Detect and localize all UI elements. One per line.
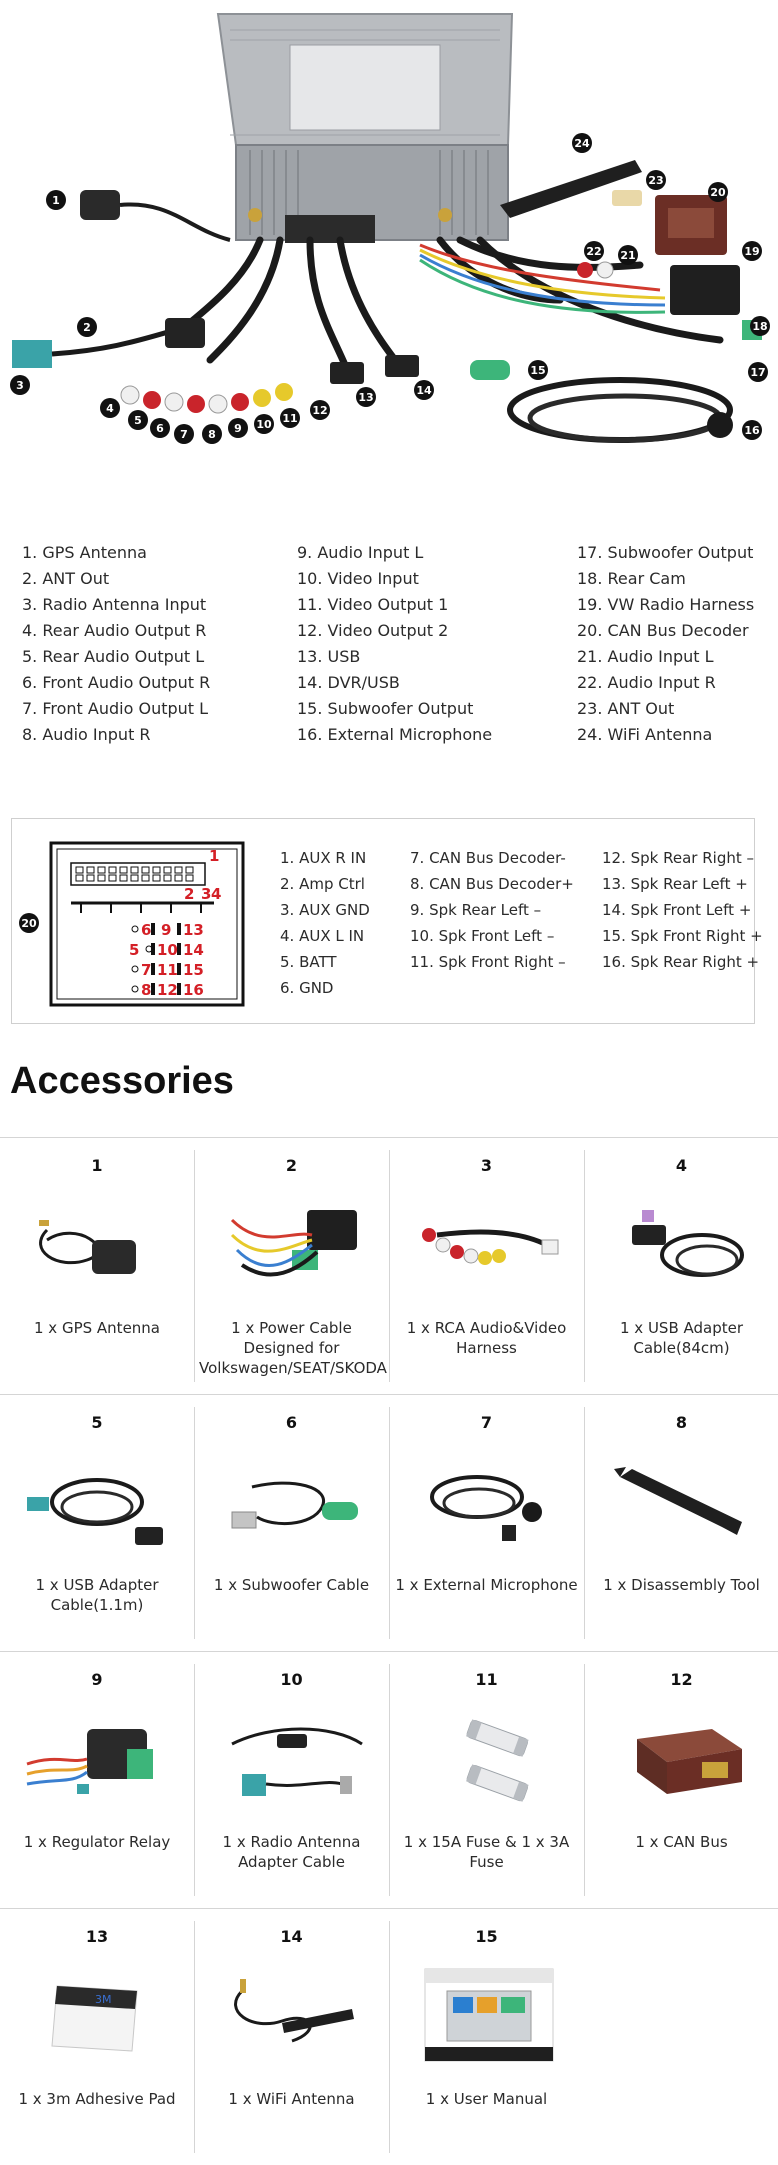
head-unit-illustration [0,0,778,510]
pin-label: 8 [141,981,152,999]
pin-label: 2 [184,885,195,903]
accessory-card [389,1664,583,1896]
pin-item: 7. CAN Bus Decoder- [410,849,566,867]
accessory-number: 15 [475,1927,498,1946]
callout-5: 5 [128,410,148,430]
accessories-row [0,1394,778,1651]
disassembly-tool-icon [602,1447,762,1557]
adhesive-pad-icon [17,1961,177,2071]
legend-item: 17. Subwoofer Output [577,543,754,562]
accessory-caption: 1 x Disassembly Tool [603,1576,760,1594]
accessory-number: 4 [675,1156,688,1175]
legend-item: 9. Audio Input L [297,543,424,562]
callout-15: 15 [528,360,548,380]
accessory-card [0,1664,194,1896]
legend-column-2 [297,540,492,748]
pin-item: 14. Spk Front Left + [602,901,752,919]
can-bus-icon [602,1704,762,1814]
callout-12: 12 [310,400,330,420]
pin-label: 12 [157,981,178,999]
accessory-caption: 1 x External Microphone [395,1576,578,1594]
legend-item: 23. ANT Out [577,699,675,718]
pin-item: 8. CAN Bus Decoder+ [410,875,574,893]
callout-17: 17 [748,362,768,382]
legend-item: 24. WiFi Antenna [577,725,713,744]
legend-item: 8. Audio Input R [22,725,151,744]
svg-text:3M: 3M [95,1993,112,2006]
connector-legend [0,540,778,760]
accessory-card [0,1921,194,2153]
accessory-card [0,1150,194,1382]
callout-13: 13 [356,387,376,407]
legend-item: 4. Rear Audio Output R [22,621,207,640]
pin-label: 10 [157,941,178,959]
legend-item: 1. GPS Antenna [22,543,147,562]
accessory-number: 9 [91,1670,103,1689]
legend-item: 7. Front Audio Output L [22,699,209,718]
legend-item: 22. Audio Input R [577,673,716,692]
microphone-icon [407,1447,567,1557]
callout-4: 4 [100,398,120,418]
pin-item: 16. Spk Rear Right + [602,953,760,971]
subwoofer-cable-icon [212,1447,372,1557]
wifi-antenna-icon [212,1961,372,2071]
accessory-number: 11 [475,1670,498,1689]
callout-9: 9 [228,418,248,438]
pin-label: 14 [183,941,204,959]
pinout-panel [11,818,763,1024]
callout-14: 14 [414,380,434,400]
accessory-card [194,1664,388,1896]
accessory-number: 5 [91,1413,103,1432]
pin-label: 7 [141,961,152,979]
pin-label: 11 [157,961,178,979]
accessory-caption: 1 x USB Adapter Cable(1.1m) [35,1576,159,1614]
accessories-row [0,1908,778,2165]
pin-label: 15 [183,961,204,979]
callout-16: 16 [742,420,762,440]
callout-1: 1 [46,190,66,210]
accessories-grid [0,1137,778,2165]
accessories-row [0,1137,778,1394]
pin-item: 13. Spk Rear Left + [602,875,748,893]
accessory-number: 8 [675,1413,688,1432]
product-diagram [0,0,778,510]
pin-item: 15. Spk Front Right + [602,927,763,945]
accessory-number: 14 [280,1927,303,1946]
accessory-caption: 1 x Radio Antenna Adapter Cable [222,1833,361,1871]
callout-2: 2 [77,317,97,337]
pin-item: 3. AUX GND [280,901,370,919]
pin-label: 9 [161,921,172,939]
callout-20: 20 [708,182,728,202]
accessory-caption: 1 x RCA Audio&Video Harness [406,1319,567,1357]
legend-column-3 [577,540,754,748]
pin-item: 10. Spk Front Left – [410,927,555,945]
accessory-caption: 1 x 3m Adhesive Pad [18,2090,176,2108]
pin-label: 1 [209,847,220,865]
gps-antenna-icon [17,1190,177,1300]
legend-item: 3. Radio Antenna Input [22,595,207,614]
connector-diagram [49,841,249,1011]
power-cable-icon [212,1190,372,1300]
accessory-number: 3 [480,1156,493,1175]
accessory-caption: 1 x Power Cable Designed for Volkswagen/SEAT/SKODA [199,1319,387,1377]
callout-3: 3 [10,375,30,395]
accessory-number: 1 [91,1156,103,1175]
legend-item: 18. Rear Cam [577,569,686,588]
legend-item: 11. Video Output 1 [297,595,449,614]
antenna-adapter-icon [212,1704,372,1814]
callout-8: 8 [202,424,222,444]
callout-22: 22 [584,241,604,261]
legend-item: 5. Rear Audio Output L [22,647,205,666]
accessories-heading: Accessories [10,1060,234,1102]
pin-item: 1. AUX R IN [280,849,367,867]
accessory-card [0,1407,194,1639]
accessory-number: 6 [285,1413,298,1432]
rca-harness-icon [407,1190,567,1300]
accessory-caption: 1 x Regulator Relay [23,1833,171,1851]
legend-item: 20. CAN Bus Decoder [577,621,749,640]
pin-item: 4. AUX L IN [280,927,365,945]
legend-item: 6. Front Audio Output R [22,673,211,692]
callout-6: 6 [150,418,170,438]
callout-10: 10 [254,414,274,434]
legend-item: 16. External Microphone [297,725,493,744]
pin-label: 16 [183,981,204,999]
pinout-column-2 [410,845,574,975]
accessory-card [584,1664,778,1896]
callout-21: 21 [618,245,638,265]
callout-23: 23 [646,170,666,190]
accessory-caption: 1 x GPS Antenna [34,1319,160,1337]
accessory-card [194,1150,388,1382]
accessory-card [194,1407,388,1639]
accessory-card [584,1150,778,1382]
accessory-caption: 1 x 15A Fuse & 1 x 3A Fuse [403,1833,570,1871]
accessory-card [389,1407,583,1639]
accessory-card [584,1407,778,1639]
pin-label: 3 [201,885,212,903]
accessory-card [389,1921,583,2153]
callout-24: 24 [572,133,592,153]
pinout-badge: 20 [19,913,39,933]
accessory-number: 13 [85,1927,109,1946]
accessory-caption: 1 x Subwoofer Cable [213,1576,370,1594]
accessory-caption: 1 x USB Adapter Cable(84cm) [619,1319,744,1357]
usb-cable-long-icon [17,1447,177,1557]
pin-label: 6 [141,921,152,939]
accessory-card [389,1150,583,1382]
legend-item: 21. Audio Input L [577,647,714,666]
pin-item: 5. BATT [280,953,337,971]
fuses-icon [407,1704,567,1814]
pin-label: 4 [211,885,222,903]
legend-item: 10. Video Input [297,569,419,588]
user-manual-icon [407,1961,567,2071]
usb-cable-icon [602,1190,762,1300]
pin-item: 12. Spk Rear Right – [602,849,754,867]
callout-19: 19 [742,241,762,261]
accessory-caption: 1 x WiFi Antenna [228,2090,355,2108]
pin-item: 9. Spk Rear Left – [410,901,542,919]
pin-label: 13 [183,921,204,939]
legend-item: 15. Subwoofer Output [297,699,474,718]
accessory-number: 2 [285,1156,298,1175]
pin-item: 6. GND [280,979,334,997]
legend-item: 13. USB [297,647,361,666]
callout-7: 7 [174,424,194,444]
accessory-caption: 1 x User Manual [425,2090,548,2108]
legend-column-1 [22,540,210,748]
accessory-card [194,1921,388,2153]
pinout-column-1 [280,845,370,1001]
pin-item: 2. Amp Ctrl [280,875,365,893]
callout-11: 11 [280,408,300,428]
legend-item: 12. Video Output 2 [297,621,449,640]
legend-item: 14. DVR/USB [297,673,400,692]
pinout-column-3 [602,845,763,975]
pin-item: 11. Spk Front Right – [410,953,566,971]
legend-item: 19. VW Radio Harness [577,595,755,614]
accessory-caption: 1 x CAN Bus [635,1833,728,1851]
callout-18: 18 [750,316,770,336]
accessory-number: 10 [280,1670,303,1689]
regulator-relay-icon [17,1704,177,1814]
pin-label: 5 [129,941,140,959]
accessory-number: 7 [480,1413,493,1432]
accessories-row [0,1651,778,1908]
accessory-number: 12 [670,1670,693,1689]
legend-item: 2. ANT Out [22,569,110,588]
